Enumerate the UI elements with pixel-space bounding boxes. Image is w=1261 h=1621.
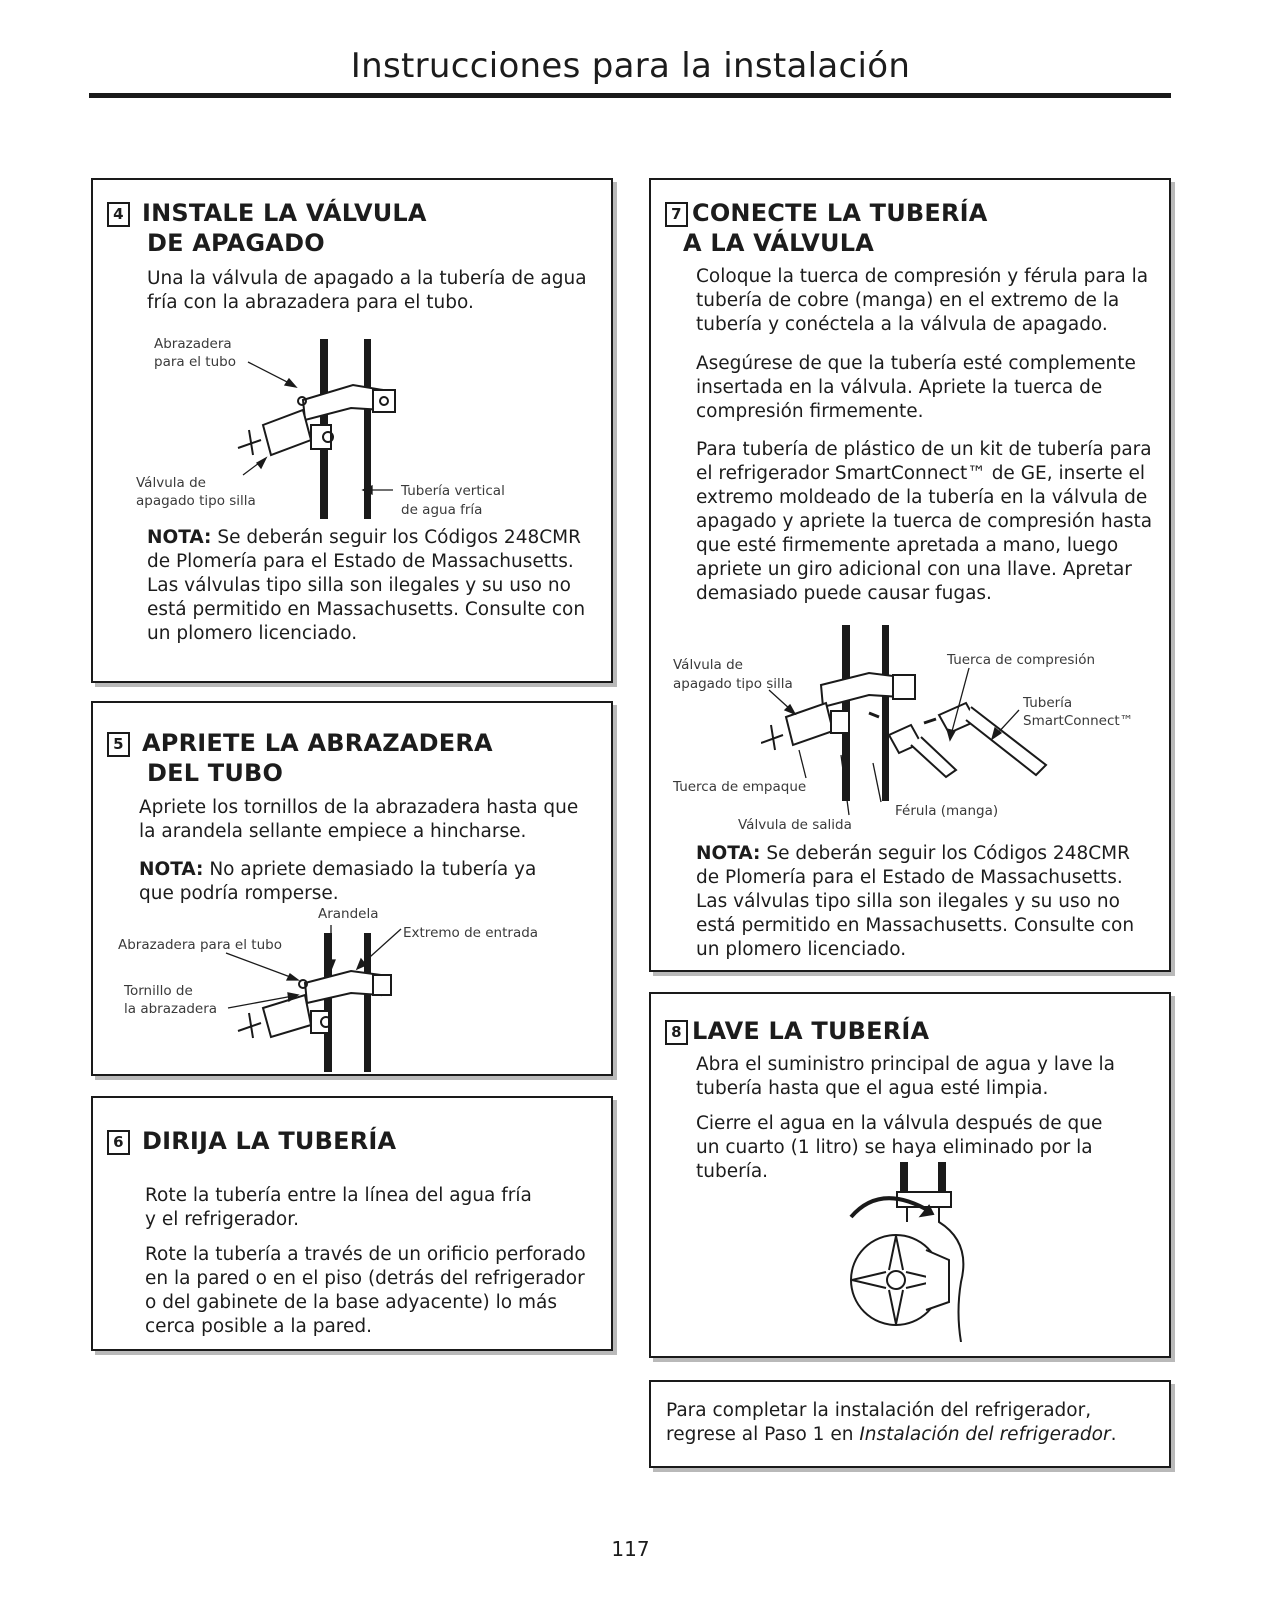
- step-5-box: [91, 701, 613, 1076]
- step-5-label-washer: Arandela: [318, 906, 379, 922]
- step-4-title-line2: DE APAGADO: [147, 229, 325, 257]
- final-note-italic: Instalación del refrigerador: [859, 1424, 1111, 1445]
- step-5-leader-lines: [93, 703, 615, 1078]
- step-6-number: 6: [107, 1130, 130, 1155]
- step-4-label-pipe-2: de agua fría: [401, 502, 483, 518]
- step-5-number: 5: [107, 732, 130, 757]
- step-7-note-label: NOTA:: [696, 843, 761, 864]
- final-note-box: [649, 1380, 1171, 1468]
- step-7-box: [649, 178, 1171, 972]
- step-4-label-valve-1: Válvula de: [136, 475, 206, 491]
- step-7-label-ferrule: Férula (manga): [895, 803, 999, 819]
- step-7-label-packing-nut: Tuerca de empaque: [673, 779, 807, 795]
- step-7-label-tubing-1: Tubería: [1023, 695, 1073, 711]
- step-7-number: 7: [665, 202, 688, 227]
- step-5-title-line2: DEL TUBO: [147, 759, 284, 787]
- step-5-body: Apriete los tornillos de la abrazadera hasta que la arandela sellante empiece a hincharse.: [139, 797, 579, 842]
- step-5-note-label: NOTA:: [139, 859, 204, 880]
- flush-valve-illustration: [821, 1162, 1001, 1342]
- step-7-label-valve-2: apagado tipo silla: [673, 676, 793, 692]
- step-8-body-2: Cierre el agua en la válvula después de que un cuarto (1 litro) se haya eliminado por la tubería.: [696, 1113, 1103, 1182]
- step-4-box: [91, 178, 613, 683]
- step-4-label-pipe-1: Tubería vertical: [401, 483, 505, 499]
- step-7-title-line1: CONECTE LA TUBERÍA: [692, 199, 988, 227]
- step-4-label-valve-2: apagado tipo silla: [136, 493, 256, 509]
- step-7-label-tubing-2: SmartConnect™: [1023, 713, 1134, 729]
- step-5-note-text: No apriete demasiado la tubería ya que podría romperse.: [139, 859, 537, 904]
- step-7-label-outlet: Válvula de salida: [738, 817, 852, 833]
- step-6-body-2: Rote la tubería a través de un orificio perforado en la pared o en el piso (detrás del refrigerador o del gabinete de la base adyacente) lo más cerca posible a la pared.: [145, 1244, 586, 1337]
- page-title: Instrucciones para la instalación: [350, 46, 911, 86]
- step-8-box: [649, 992, 1171, 1358]
- step-5-label-inlet: Extremo de entrada: [403, 925, 539, 941]
- step-7-body-1: Coloque la tuerca de compresión y férula para la tubería de cobre (manga) en el extremo de la tubería y conéctela a la válvula de apagado.: [696, 266, 1149, 335]
- step-7-label-valve-1: Válvula de: [673, 657, 743, 673]
- title-rule: [89, 93, 1171, 98]
- step-6-heading: [107, 1126, 396, 1156]
- step-8-number: 8: [665, 1020, 688, 1045]
- step-5-label-screw-2: la abrazadera: [124, 1001, 218, 1017]
- step-4-number: 4: [107, 202, 130, 227]
- step-4-note: [147, 526, 597, 646]
- step-6-box: [91, 1096, 613, 1351]
- step-7-title-line2: A LA VÁLVULA: [683, 229, 874, 257]
- step-7-body-3: Para tubería de plástico de un kit de tubería para el refrigerador SmartConnect™ de GE, inserte el extremo moldeado de la tubería en la válvula de apagado y apriete la tuerca de compresión hasta que esté firmemente apretada a mano, luego apriete un giro adicional con una llave. Apretar demasiado puede causar fugas.: [696, 439, 1153, 604]
- step-8-title: LAVE LA TUBERÍA: [692, 1017, 930, 1045]
- step-8-heading: [665, 1016, 929, 1046]
- step-5-title-line1: APRIETE LA ABRAZADERA: [142, 729, 493, 757]
- step-6-body-1: Rote la tubería entre la línea del agua fría y el refrigerador.: [145, 1185, 532, 1230]
- step-5-label-clamp: Abrazadera para el tubo: [118, 937, 282, 953]
- step-4-body: Una la válvula de apagado a la tubería de agua fría con la abrazadera para el tubo.: [147, 268, 587, 313]
- page-number: 117: [611, 1537, 650, 1561]
- step-4-note-text: Se deberán seguir los Códigos 248CMR de Plomería para el Estado de Massachusetts. Las válvulas tipo silla son ilegales y su uso no está permitido en Massachusetts. Consulte con un plomero licenciado.: [147, 527, 586, 644]
- step-5-label-screw-1: Tornillo de: [124, 983, 193, 999]
- step-7-note-text: Se deberán seguir los Códigos 248CMR de Plomería para el Estado de Massachusetts. Las válvulas tipo silla son ilegales y su uso no está permitido en Massachusetts. Consulte con un plomero licenciado.: [696, 843, 1135, 960]
- step-4-label-clamp-2: para el tubo: [154, 354, 236, 370]
- final-note-end: .: [1110, 1424, 1117, 1445]
- final-note-main: Para completar la instalación del refrigerador, regrese al Paso 1 en: [666, 1400, 1092, 1445]
- step-7-note: [696, 842, 1151, 962]
- step-4-note-label: NOTA:: [147, 527, 212, 548]
- step-4-label-clamp-1: Abrazadera: [154, 336, 232, 352]
- step-4-title-line1: INSTALE LA VÁLVULA: [142, 199, 427, 227]
- step-6-title: DIRIJA LA TUBERÍA: [142, 1127, 397, 1155]
- step-7-label-comp-nut: Tuerca de compresión: [947, 652, 1096, 668]
- final-note-text: [666, 1399, 1146, 1447]
- step-8-body-1: Abra el suministro principal de agua y lave la tubería hasta que el agua esté limpia.: [696, 1054, 1115, 1099]
- step-7-body-2: Asegúrese de que la tubería esté complemente insertada en la válvula. Apriete la tuerca de compresión firmemente.: [696, 353, 1136, 422]
